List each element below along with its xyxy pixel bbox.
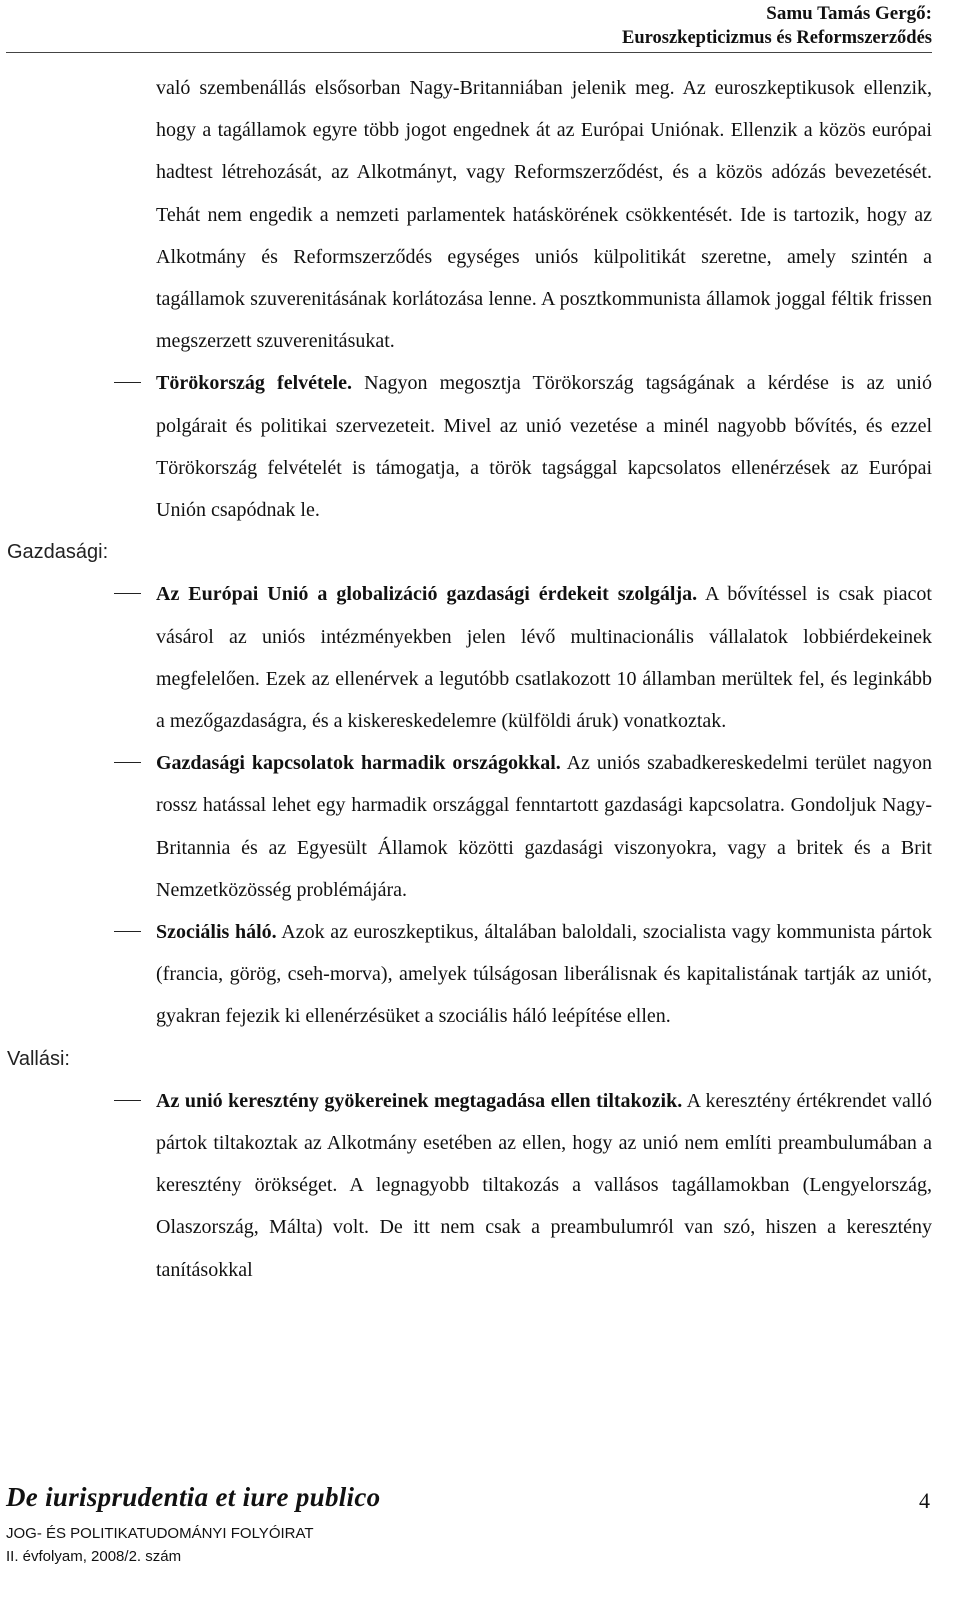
list-item-text: Az uniós szabadkereskedelmi terület nagyon rossz hatással lehet egy harmadik országgal fenntartott gazdasági kapcsolatra. Gondoljuk Nagy-Britannia és az Egyesült Államok közötti gazdasági viszonyokra, vagy a britek és a Brit Nemzetközösség problémájára.	[156, 752, 932, 901]
list-item-text: Nagyon megosztja Törökország tagságának a kérdése is az unió polgárait és politikai szervezeteit. Mivel az unió vezetése a minél nagyobb bővítés, és ezzel Törökország felvételét is támogatja, a török tagsággal kapcsolatos ellenérzések az Európai Unión csapódnak le.	[156, 372, 932, 522]
header-author: Samu Tamás Gergő:	[766, 3, 932, 24]
list-item-third-countries	[156, 742, 932, 911]
list-item-text: A keresztény értékrendet valló pártok tiltakoztak az Alkotmány esetében az ellen, hogy az unió nem említi preambulumában a keresztény örökséget. A legnagyobb tiltakozás a vallásos tagállamokban (Lengyelország, Olaszország, Málta) volt. De itt nem csak a preambulumról van szó, hiszen a keresztény tanításokkal	[156, 1089, 932, 1281]
list-item-text: A bővítéssel is csak piacot vásárol az uniós intézményekben jelen lévő multinacionális vállalatok lobbiérdekeinek megfelelően. Ezek az ellenérvek a legutóbb csatlakozott 10 államban merültek fel, és leginkább a mezőgazdaságra, és a kiskereskedelemre (külföldi áruk) vonatkoztak.	[156, 583, 932, 733]
list-item-title: Törökország felvétele.	[156, 372, 352, 395]
list-item-title: Gazdasági kapcsolatok harmadik országokkal.	[156, 752, 561, 775]
list-item-title: Az Európai Unió a globalizáció gazdasági érdekeit szolgálja.	[156, 583, 698, 606]
list-item-title: Szociális háló.	[156, 921, 277, 944]
list-item-globalization	[156, 573, 932, 742]
section-label-economic: Gazdasági:	[7, 541, 109, 564]
journal-subtitle	[6, 1522, 314, 1568]
list-dash	[114, 382, 141, 383]
journal-volume: II. évfolyam, 2008/2. szám	[6, 1548, 182, 1565]
header-title: Euroszkepticizmus és Reformszerződés	[622, 28, 932, 48]
journal-logo-text: De iurisprudentia et iure publico	[6, 1482, 381, 1512]
intro-paragraph: való szembenállás elsősorban Nagy-Britanniában jelenik meg. Az euroszkeptikusok ellenzik, hogy a tagállamok egyre több jogot engednek át az Európai Uniónak. Ellenzik a közös európai hadtest létrehozását, az Alkotmányt, vagy Reformszerződést, és a közös adózás bevezetését. Tehát nem engedik a nemzeti parlamentek hatáskörének csökkentését. Ide is tartozik, hogy az Alkotmány és Reformszerződés egységes uniós külpolitikát szeretne, amely szintén a tagállamok szuverenitásának korlátozása lenne. A posztkommunista államok joggal féltik frissen megszerzett szuverenitásukat.	[156, 77, 932, 353]
page-number: 4	[919, 1488, 930, 1513]
section-label-religious: Vallási:	[7, 1047, 70, 1070]
page-footer	[0, 1482, 960, 1604]
list-dash	[114, 762, 141, 763]
list-item-social-net	[156, 911, 932, 1038]
list-dash	[114, 593, 141, 594]
list-item-text: Azok az euroszkeptikus, általában baloldali, szocialista vagy kommunista pártok (francia, görög, cseh-morva), amelyek túlságosan liberálisnak és kapitalistának tartják az uniót, gyakran fejezik ki ellenérzésüket a szociális háló leépítése ellen.	[156, 921, 932, 1028]
document-body	[0, 67, 960, 1291]
page-header	[622, 2, 932, 50]
list-dash	[114, 931, 141, 932]
journal-subtitle-line: JOG- ÉS POLITIKATUDOMÁNYI FOLYÓIRAT	[6, 1525, 314, 1542]
list-item-christian-roots	[156, 1080, 932, 1291]
list-dash	[114, 1100, 141, 1101]
list-item-turkey	[156, 362, 932, 531]
header-divider	[6, 52, 932, 53]
list-item-title: Az unió keresztény gyökereinek megtagadása ellen tiltakozik.	[156, 1089, 683, 1112]
